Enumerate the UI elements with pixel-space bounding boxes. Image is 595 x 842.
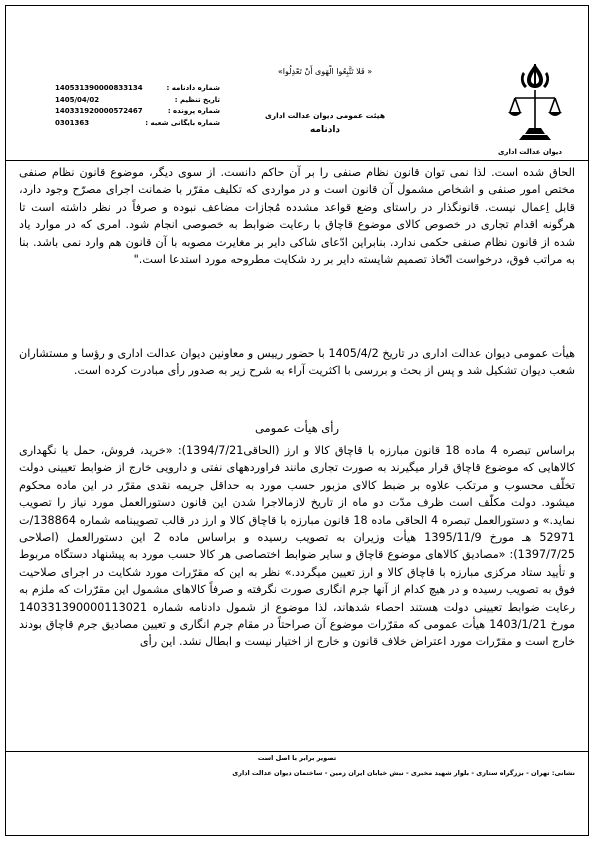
meta-value: 1405/04/02	[55, 95, 100, 104]
meta-row-verdict-number	[55, 83, 220, 95]
meta-value: 0301363	[55, 118, 90, 127]
meta-value: 140531390000833134	[55, 84, 143, 92]
emblem-caption: دیوان عدالت اداری	[498, 148, 562, 156]
meta-label: شماره دادنامه :	[166, 84, 220, 92]
address-line: نشانی: تهران - بزرگراه ستاری - بلوار شهید مخبری - نبش خیابان ایران زمین - ساختمان دیوان عدالت اداری	[232, 769, 575, 777]
meta-row-date	[55, 95, 220, 107]
paragraph-complaint-response: الحاق شده است. لذا نمی توان قانون نظام صنفی را بر آن حاکم دانست. از سوی دیگر، موضوع قانون نظام صنفی مختص امور صنفی و اشخاص مشمول آن قانون است و در مواردی که تکلیف مقرّر با ضمانت اجرای مصرّح وجود دارد، قابل اِعمال نیست. قانونگذار در راستای وضع قواعد مشدده مُجازات مضاعف نبوده و صرفاً در نظر داشته است تا هرگونه اقدام تجاری در خصوص کالای موضوع قاچاق با رعایت ضوابط به خصوصی انجام شود. امری که در موارد یاد شده از قانون نظام صنفی حکمی ندارد. بنابراین ادّعای شاکی دایر بر مغایرت مصوبه با آن قانون هم وارد نمی باشد. بنا به مراتب فوق، درخواست اتّخاذ تصمیم شایسته دایر بر رد شکایت مطروحه مورد استدعا است."	[19, 166, 575, 267]
copy-certification: تصویر برابر با اصل است	[257, 754, 337, 762]
paragraph-ruling: براساس تبصره 4 ماده 18 قانون مبارزه با قاچاق کالا و ارز (الحاقی1394/7/21): «خرید، فروش، حمل یا نگهداری کالاهایی که موضوع قاچاق قرار میگیرند به صورت تجاری مانند فراوردههای نفتی و دارویی خارج از ضوابط تعیینی دولت تخلّف محسوب و مرتکب علاوه بر ضبط کالای مزبور حسب مورد به حداقل جریمه نقدی مقرّر در این ماده محکوم میشود. دولت مکلّف است ظرف مدّت دو ماه از تاریخ لازمالاجرا شدن این قانون دستورالعمل مورد نیاز را تصویب نماید.» و دستورالعمل تبصره 4 الحاقی ماده 18 قانون مبارزه با قاچاق کالا و ارز در قالب تصویبنامه شماره 138864/ت 52971 هـ مورخ 1395/11/9 هیأت وزیران به تصویب رسیده و براساس ماده 2 این دستورالعمل (اصلاحی 1397/7/25): «مصادیق کالاهای موضوع قاچاق و سایر ضوابط اختصاصی هر کالا حسب مورد به پیشنهاد دستگاه مربوط و تأیید ستاد مرکزی مبارزه با قاچاق کالا و ارز تعیین میگردد.» نظر به این که مقرّرات مورد شکایت در اجرای صلاحیت فوق به تصویب رسیده و در هیچ کدام از آنها جرم انگاری صورت نگرفته و صرفاً کالاهای مشمول این مقرّرات که ملزم به رعایت ضوابط تعیینی دولت هستند احصاء شدهاند، لذا موضوع از شمول دادنامه شماره 140331390000113021 مورخ 1403/1/21 هیأت عمومی که مقرّرات موضوع آن صراحتاً در مقام جرم انگاری و تعیین مصادیق جرم قاچاق بودند خارج است و مقرّرات مورد اعتراض خلاف قانون و خارج از اختیار نیست و ابطال نشد. این رأی	[19, 444, 576, 649]
section-heading: رأی هیأت عمومی	[254, 421, 340, 435]
footer-divider	[5, 751, 589, 752]
meta-value: 140331920000572467	[55, 107, 143, 115]
meta-label: شماره بایگانی شعبه :	[145, 118, 220, 127]
quran-verse: «فَلا تَتَّبِعُوا الْهَوى أَنْ تَعْدِلُوا »	[277, 67, 373, 76]
paragraph-session-intro: هیأت عمومی دیوان عدالت اداری در تاریخ 1405/4/2 با حضور رییس و معاونین دیوان عدالت اداری و رؤسا و مستشاران شعب دیوان تشکیل شد و پس از بحث و بررسی با اکثریت آراء به شرح زیر به صدور رأی مبادرت کرده است.	[19, 347, 575, 378]
office-name: هیئت عمومی دیوان عدالت اداری	[264, 111, 386, 120]
judiciary-emblem-icon	[505, 60, 565, 145]
header-divider	[5, 160, 589, 161]
document-title: دادنامه	[309, 125, 341, 135]
meta-row-archive-number	[55, 118, 220, 130]
document-meta	[55, 83, 220, 129]
meta-row-case-number	[55, 106, 220, 118]
meta-label: شماره پرونده :	[167, 107, 220, 115]
meta-label: تاریخ تنظیم :	[174, 95, 220, 104]
